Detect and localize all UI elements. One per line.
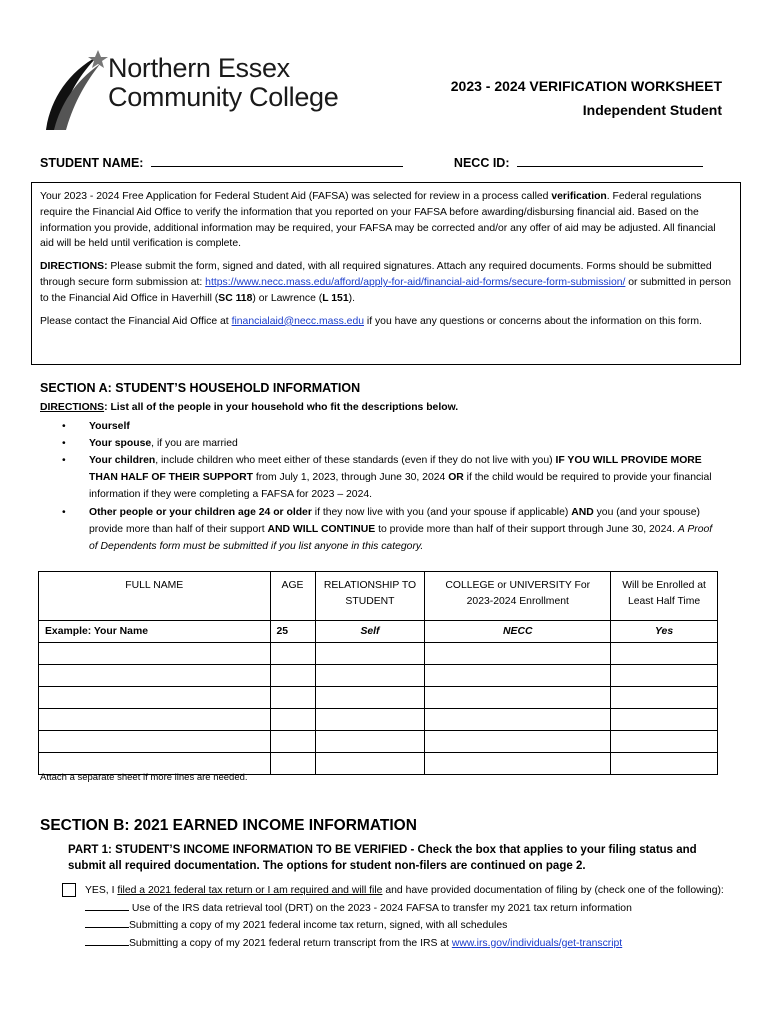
bullet-children-text-a: , include children who meet either of these standards (even if they do not live with you): [155, 455, 556, 466]
table-cell[interactable]: [315, 665, 425, 687]
bullet-other-continue: AND WILL CONTINUE: [267, 524, 376, 535]
intro-p2-text-a: Please submit the form, signed and dated, with all required signatures. Attach any required documents. Forms should be submitted through secure form submission at:: [40, 261, 712, 288]
bullet-other-text-a: if they now live with you (and your spouse if applicable): [311, 507, 572, 518]
student-name-field[interactable]: [151, 154, 403, 167]
table-row-example: [39, 621, 718, 643]
bullet-other-bold: Other people or your children age 24 or older: [89, 507, 312, 518]
section-a-directions-label: DIRECTIONS: [40, 402, 105, 413]
student-fields: [40, 154, 703, 170]
header-relationship: RELATIONSHIP TO STUDENT: [315, 572, 425, 621]
table-cell[interactable]: [315, 753, 425, 775]
table-cell[interactable]: [315, 643, 425, 665]
table-cell[interactable]: [39, 687, 271, 709]
intro-paragraph-1: [40, 189, 732, 252]
table-cell[interactable]: [611, 709, 718, 731]
star-swoosh-icon: [40, 50, 110, 132]
bullet-spouse: [62, 435, 722, 452]
necc-id-label: NECC ID:: [453, 156, 510, 170]
table-cell[interactable]: [611, 731, 718, 753]
table-cell[interactable]: [315, 709, 425, 731]
bullet-dot: •: [62, 438, 66, 449]
intro-p3-text-a: Please contact the Financial Aid Office at: [40, 315, 232, 327]
bullet-other-italic: A Proof of Dependents form must be submitted if you list anyone in this category.: [89, 524, 713, 552]
bullet-yourself-text: Yourself: [89, 421, 130, 432]
table-cell[interactable]: [425, 687, 611, 709]
bullet-other-text-b: you (and your spouse) provide more than half of their support: [89, 507, 700, 535]
table-cell[interactable]: [39, 643, 271, 665]
section-b-part1: PART 1: STUDENT’S INCOME INFORMATION TO BE VERIFIED - Check the box that applies to your filing status and submit all required documentation. The options for student non-filers are continued on page 2.: [68, 844, 697, 872]
bullet-children-text-b: from July 1, 2023, through June 30, 2024: [252, 472, 449, 483]
header-full-name: FULL NAME: [39, 572, 271, 621]
table-cell[interactable]: [611, 665, 718, 687]
worksheet-title: [362, 74, 722, 122]
option-drt: [85, 900, 735, 918]
table-cell[interactable]: [39, 709, 271, 731]
option-transcript-blank[interactable]: [85, 935, 129, 946]
bullet-children-or: OR: [448, 472, 464, 483]
student-name-label: STUDENT NAME:: [40, 156, 144, 170]
yes-text-a: YES, I: [85, 885, 118, 896]
table-cell[interactable]: [315, 687, 425, 709]
table-cell[interactable]: [425, 753, 611, 775]
example-relationship: Self: [315, 621, 425, 643]
header-enrolled: Will be Enrolled at Least Half Time: [611, 572, 718, 621]
bullet-children-text-c: if the child would be required to provide your financial information if they were completing a FAFSA for 2023 – 2024.: [89, 472, 712, 500]
table-cell[interactable]: [611, 753, 718, 775]
table-row: [39, 709, 718, 731]
example-age: 25: [270, 621, 315, 643]
table-cell[interactable]: [425, 731, 611, 753]
intro-haverhill-room: SC 118: [218, 292, 253, 304]
yes-text-underlined: filed a 2021 federal tax return or I am required and will file: [117, 885, 383, 896]
title-line-1: 2023 - 2024 VERIFICATION WORKSHEET: [450, 78, 722, 94]
yes-filed-option: [85, 883, 735, 952]
necc-id-field[interactable]: [517, 154, 703, 167]
option-drt-text: Use of the IRS data retrieval tool (DRT) on the 2023 - 2024 FAFSA to transfer my 2021 tax return information: [129, 902, 632, 914]
intro-p1-text-a: Your 2023 - 2024 Free Application for Federal Student Aid (FAFSA) was selected for review in a process called: [40, 191, 552, 202]
table-cell[interactable]: [425, 709, 611, 731]
section-a-directions: [40, 402, 458, 413]
option-transcript-text: Submitting a copy of my 2021 federal return transcript from the IRS at: [129, 937, 452, 949]
option-tax-return-text: Submitting a copy of my 2021 federal income tax return, signed, with all schedules: [129, 920, 508, 931]
table-header-row: [39, 572, 718, 621]
table-cell[interactable]: [611, 687, 718, 709]
bullet-dot: •: [62, 455, 66, 466]
intro-p2-text-d: ).: [348, 292, 355, 304]
header-age: AGE: [270, 572, 315, 621]
household-table: [38, 571, 718, 775]
table-cell[interactable]: [425, 665, 611, 687]
yes-text-b: and have provided documentation of filing by (check one of the following):: [382, 885, 724, 896]
table-cell[interactable]: [39, 731, 271, 753]
intro-box: [31, 182, 741, 365]
yes-filed-text: [85, 883, 735, 900]
option-drt-blank[interactable]: [85, 900, 129, 911]
title-line-2: Independent Student: [582, 102, 722, 118]
bullet-spouse-text: , if you are married: [151, 438, 238, 449]
table-row: [39, 643, 718, 665]
intro-directions-label: DIRECTIONS:: [40, 261, 108, 273]
example-college: NECC: [425, 621, 611, 643]
financial-aid-email-link[interactable]: financialaid@necc.mass.edu: [231, 315, 364, 327]
table-cell[interactable]: [270, 687, 315, 709]
intro-p1-bold: verification: [551, 191, 607, 202]
header-college: COLLEGE or UNIVERSITY For 2023-2024 Enrollment: [425, 572, 611, 621]
bullet-spouse-bold: Your spouse: [89, 438, 152, 449]
intro-p3-text-b: if you have any questions or concerns about the information on this form.: [364, 315, 702, 327]
example-name: Example: Your Name: [39, 621, 271, 643]
irs-transcript-link[interactable]: www.irs.gov/individuals/get-transcript: [451, 937, 623, 949]
table-cell[interactable]: [270, 665, 315, 687]
secure-form-link[interactable]: https://www.necc.mass.edu/afford/apply-for-aid/financial-aid-forms/secure-form-submission/: [205, 276, 626, 288]
table-cell[interactable]: [270, 709, 315, 731]
section-b-title: SECTION B: 2021 EARNED INCOME INFORMATION: [40, 817, 417, 834]
table-cell[interactable]: [270, 753, 315, 775]
table-row: [39, 665, 718, 687]
bullet-children: [62, 452, 722, 503]
college-name: [108, 54, 339, 112]
yes-filed-checkbox[interactable]: [62, 883, 76, 897]
bullet-other-text-c: to provide more than half of their support through June 30, 2024.: [375, 524, 678, 535]
option-tax-return-blank[interactable]: [85, 917, 129, 928]
intro-paragraph-2: [40, 259, 732, 306]
intro-p2-text-c: ) or Lawrence (: [252, 292, 323, 304]
bullet-dot: •: [62, 421, 66, 432]
section-a-directions-text: : List all of the people in your household who fit the descriptions below.: [104, 402, 459, 413]
attach-note: Attach a separate sheet if more lines are needed.: [40, 772, 248, 783]
table-cell[interactable]: [39, 665, 271, 687]
intro-p1-text-b: . Federal regulations require the Financial Aid Office to verify the information that you reported on your FAFSA before awarding/disbursing financial aid. Based on the information you provide, additional information may be required, your FAFSA may be corrected and/or any offer of aid may be adjusted. All financial aid will be held until verification is complete.: [40, 191, 716, 250]
table-cell[interactable]: [270, 731, 315, 753]
table-cell[interactable]: [425, 643, 611, 665]
table-cell[interactable]: [270, 643, 315, 665]
bullet-other-people: [62, 504, 722, 555]
logo-line-2: Community College: [108, 82, 339, 112]
table-row: [39, 687, 718, 709]
bullet-dot: •: [62, 507, 66, 518]
section-a-title: SECTION A: STUDENT’S HOUSEHOLD INFORMATION: [40, 381, 361, 395]
intro-lawrence-room: L 151: [322, 292, 349, 304]
table-cell[interactable]: [611, 643, 718, 665]
intro-paragraph-3: [40, 314, 732, 330]
example-enrolled: Yes: [611, 621, 718, 643]
table-cell[interactable]: [315, 731, 425, 753]
logo-line-1: Northern Essex: [108, 53, 290, 83]
intro-p2-text-b: or submitted in person to the Financial Aid Office in Haverhill (: [40, 276, 732, 304]
bullet-children-support: IF YOU WILL PROVIDE MORE THAN HALF OF THEIR SUPPORT: [89, 455, 702, 483]
bullet-other-and: AND: [571, 507, 594, 518]
option-transcript: [85, 935, 735, 953]
bullet-yourself: [62, 418, 722, 435]
bullet-children-bold: Your children: [89, 455, 156, 466]
table-row: [39, 731, 718, 753]
option-tax-return: [85, 917, 735, 935]
